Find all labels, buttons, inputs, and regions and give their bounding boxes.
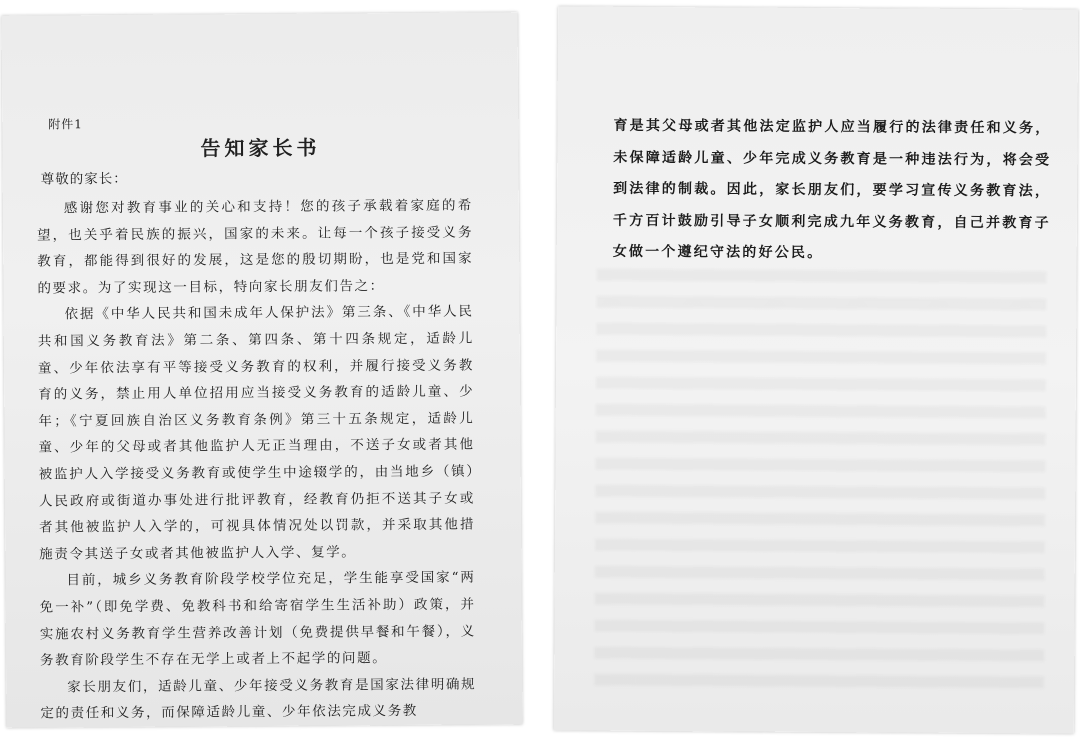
right-page [554, 6, 1078, 733]
paragraph: 家长朋友们，适龄儿童、少年接受义务教育是国家法律明确规定的责任和义务，而保障适龄儿童、少年依法完成义务教 [40, 676, 477, 722]
page-title: 告知家长书 [200, 135, 321, 161]
right-body [613, 111, 1052, 271]
salutation: 尊敬的家长： [40, 170, 128, 188]
left-body [37, 193, 477, 728]
bleed-through-texture [594, 269, 1047, 692]
paragraph: 目前，城乡义务教育阶段学校学位充足，学生能享受国家“两免一补”（即免学费、免教科书和给寄宿学生生活补助）政策，并实施农村义务教育学生营养改善计划（免费提供早餐和午餐），义务教育阶段学生不存在无学上或者上不起学的问题。 [39, 569, 476, 669]
paragraph: 依据《中华人民共和国未成年人保护法》第三条、《中华人民共和国义务教育法》第二条、第四条、第十四条规定，适龄儿童、少年依法享有平等接受义务教育的权利，并履行接受义务教育的义务，禁止用人单位招用应当接受义务教育的适龄儿童、少年；《宁夏回族自治区义务教育条例》第三十五条规定，适龄儿童、少年的父母或者其他监护人无正当理由，不送子女或者其他被监护人入学接受义务教育或使学生中途辍学的，由当地乡（镇）人民政府或街道办事处进行批评教育，经教育仍拒不送其子女或者其他被监护人入学的，可视具体情况处以罚款，并采取其他措施责令其送子女或者其他被监护人入学、复学。 [37, 303, 476, 563]
paragraph: 感谢您对教育事业的关心和支持！您的孩子承载着家庭的希望，也关乎着民族的振兴，国家的未来。让每一个孩子接受义务教育，都能得到很好的发展，这是您的殷切期盼，也是党和国家的要求。为了实现这一目标，特向家长朋友们告之： [36, 197, 474, 297]
left-page [2, 12, 523, 728]
attachment-label: 附件1 [48, 117, 83, 132]
paragraph: 育是其父母或者其他法定监护人应当履行的法律责任和义务，未保障适龄儿童、少年完成义务教育是一种违法行为，将会受到法律的制裁。因此，家长朋友们，要学习宣传义务教育法，千方百计鼓励引导子女顺利完成九年义务教育，自己并教育子女做一个遵纪守法的好公民。 [612, 117, 1052, 262]
